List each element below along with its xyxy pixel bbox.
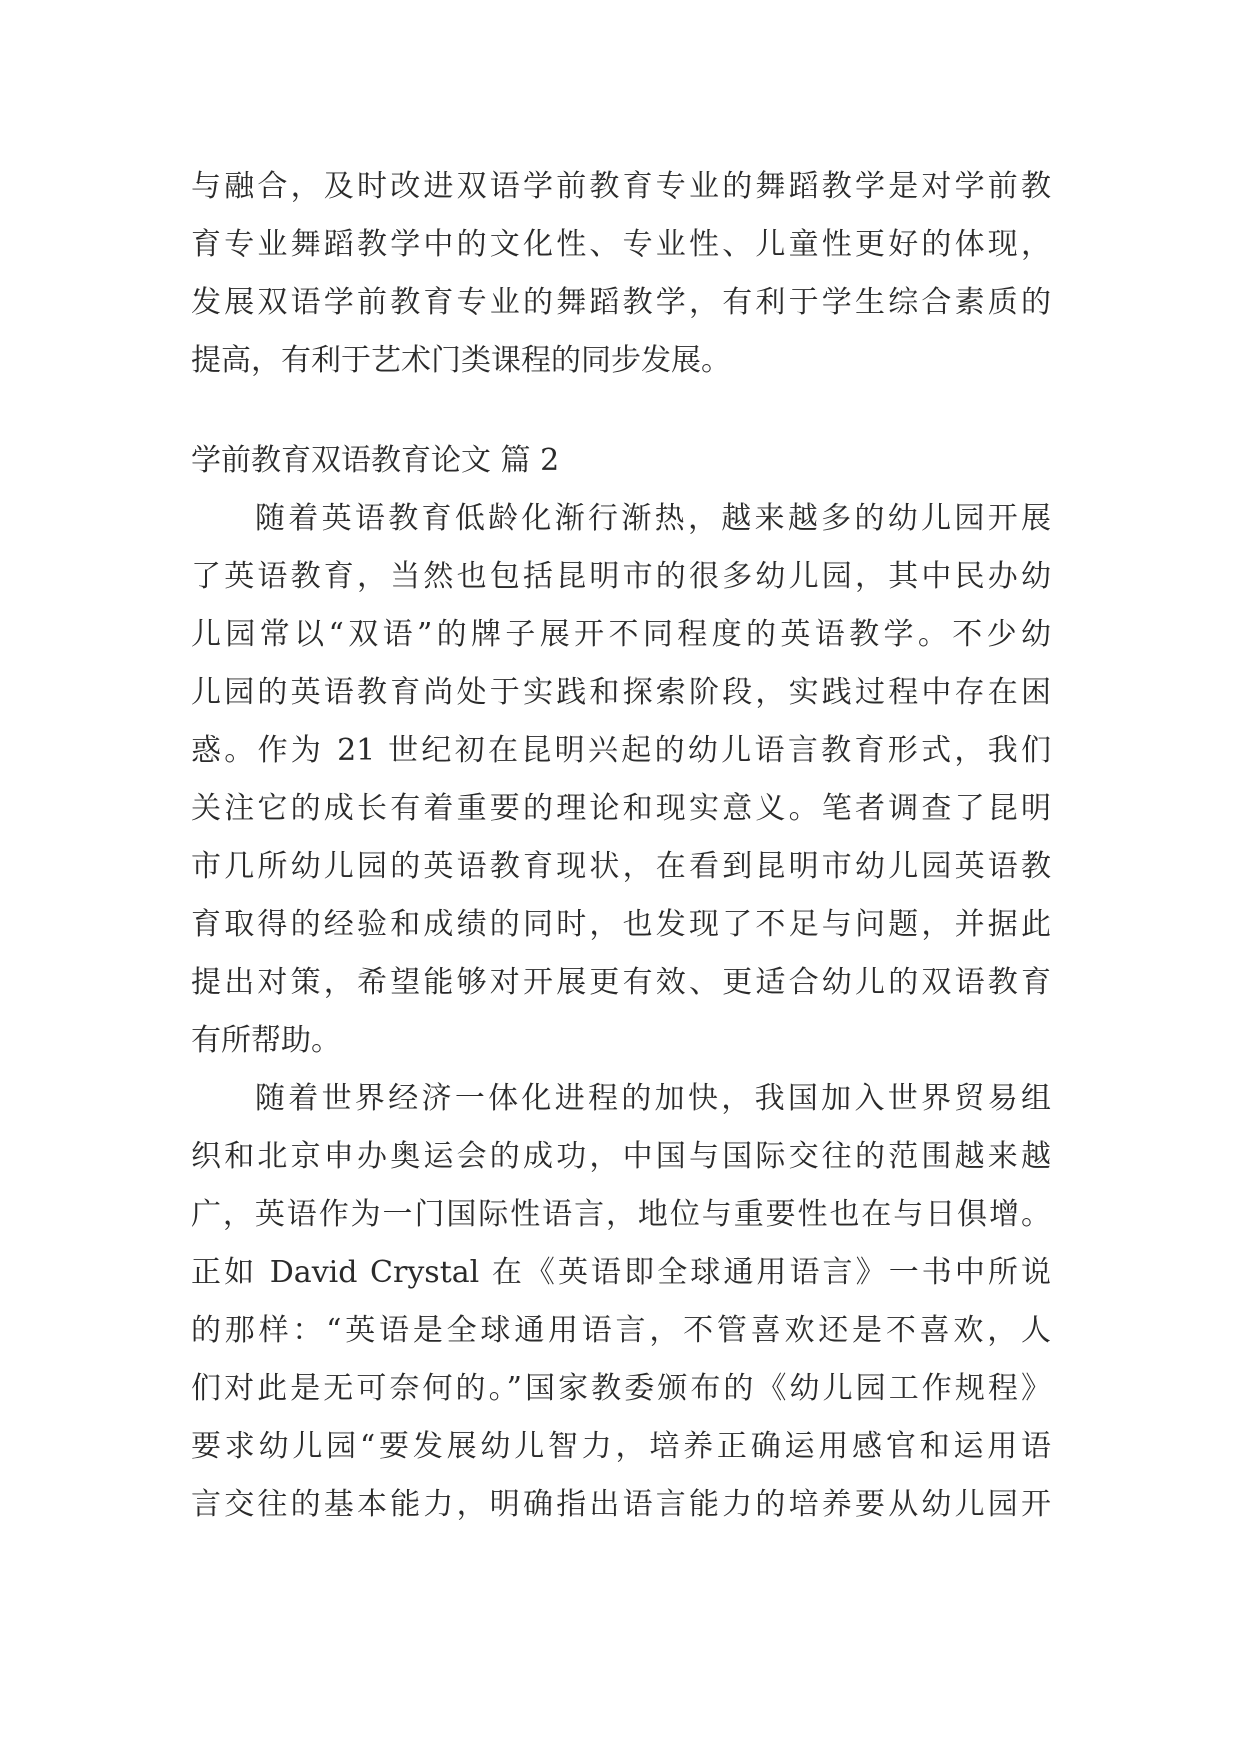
paragraph-line: 惑。作为 21 世纪初在昆明兴起的幼儿语言教育形式，我们 bbox=[191, 733, 1051, 768]
paragraph-2 bbox=[191, 490, 1051, 1070]
paragraph-line: 关注它的成长有着重要的理论和现实意义。笔者调查了昆明 bbox=[191, 791, 1051, 826]
paragraph-1 bbox=[191, 158, 1051, 390]
paragraph-line: 育取得的经验和成绩的同时，也发现了不足与问题，并据此 bbox=[191, 907, 1051, 942]
paragraph-line: 有所帮助。 bbox=[191, 1023, 341, 1058]
paragraph-line: 与融合，及时改进双语学前教育专业的舞蹈教学是对学前教 bbox=[191, 169, 1051, 204]
paragraph-line: 言交往的基本能力，明确指出语言能力的培养要从幼儿园开 bbox=[191, 1487, 1051, 1522]
paragraph-line: 了英语教育，当然也包括昆明市的很多幼儿园，其中民办幼 bbox=[191, 559, 1051, 594]
paragraph-line: 提出对策，希望能够对开展更有效、更适合幼儿的双语教育 bbox=[191, 965, 1051, 1000]
paragraph-line: 发展双语学前教育专业的舞蹈教学，有利于学生综合素质的 bbox=[191, 285, 1051, 320]
paragraph-line: 要求幼儿园“要发展幼儿智力，培养正确运用感官和运用语 bbox=[191, 1429, 1051, 1464]
paragraph-line: 广，英语作为一门国际性语言，地位与重要性也在与日俱增。 bbox=[191, 1197, 1051, 1232]
document-body bbox=[191, 158, 1051, 1534]
paragraph-line: 的那样：“英语是全球通用语言，不管喜欢还是不喜欢，人 bbox=[191, 1313, 1051, 1348]
paragraph-3 bbox=[191, 1070, 1051, 1534]
paragraph-line: 正如 David Crystal 在《英语即全球通用语言》一书中所说 bbox=[191, 1255, 1051, 1290]
section-heading: 学前教育双语教育论文 篇 2 bbox=[191, 443, 560, 478]
paragraph-line: 育专业舞蹈教学中的文化性、专业性、儿童性更好的体现， bbox=[191, 227, 1051, 262]
paragraph-line: 市几所幼儿园的英语教育现状，在看到昆明市幼儿园英语教 bbox=[191, 849, 1051, 884]
paragraph-line: 们对此是无可奈何的。”国家教委颁布的《幼儿园工作规程》 bbox=[191, 1371, 1051, 1406]
paragraph-line: 织和北京申办奥运会的成功，中国与国际交往的范围越来越 bbox=[191, 1139, 1051, 1174]
paragraph-line: 儿园的英语教育尚处于实践和探索阶段，实践过程中存在困 bbox=[191, 675, 1051, 710]
paragraph-line: 提高，有利于艺术门类课程的同步发展。 bbox=[191, 343, 731, 378]
paragraph-line: 随着英语教育低龄化渐行渐热，越来越多的幼儿园开展 bbox=[255, 501, 1051, 536]
paragraph-line: 儿园常以“双语”的牌子展开不同程度的英语教学。不少幼 bbox=[191, 617, 1051, 652]
paragraph-line: 随着世界经济一体化进程的加快，我国加入世界贸易组 bbox=[255, 1081, 1051, 1116]
